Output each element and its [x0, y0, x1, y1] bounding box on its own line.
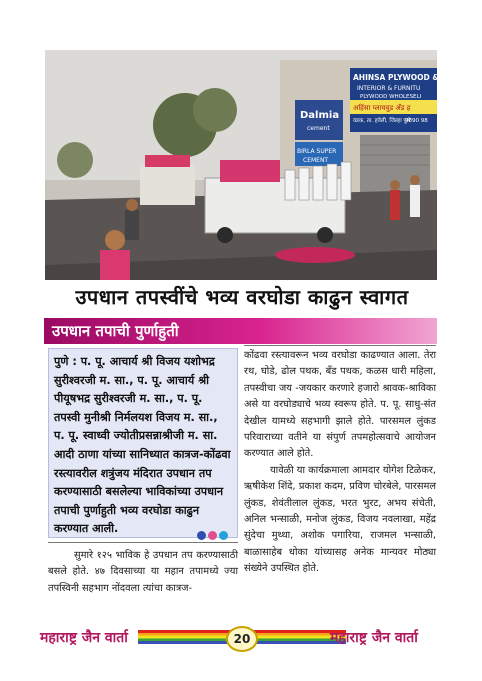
birla-sign: BIRLA SUPER — [297, 148, 337, 155]
dot-icon — [208, 531, 217, 540]
right-column-body — [244, 345, 436, 578]
shop-sign-main: AHINSA PLYWOOD & HARD — [353, 73, 466, 82]
dot-icon — [219, 531, 228, 540]
divider — [244, 345, 436, 346]
procession-photo-illustration — [45, 50, 466, 280]
right-body-paragraph-1: कोंढवा रस्त्यावरून भव्य वरघोडा काढण्यात आला. तेरा रथ, घोडे, ढोल पथक, बँड पथक, कळस धारी महिला, तपस्वीचा जय -जयकार करणारे हजारो श्रावक-श्राविका असे या वरघोड्याचे भव्य स्वरूप होते. प. पू. साधु-संत देखील यामध्ये सहभागी झाले होते. पारसमल लुंकड परिवाराच्या वतीने या संपुर्ण तपमहोत्सवाचे आयोजन करण्यात आले होते. — [244, 350, 436, 460]
shop-sign-address: वडक, ता. हवेली, जिल्हा पुणे — [353, 118, 411, 124]
section-banner — [44, 318, 437, 344]
right-body-paragraph-2: यावेळी या कार्यक्रमाला आमदार योगेश टिळेकर, ऋषीकेश शिंदे, प्रकाश कदम, प्रविण चोरबेले, पारसमल लुंकड, शेवंतीलाल लुंकड, भरत भुरट, अभय संचेती, अनिल भन्साळी, मनोज लुंकड, विजय नवलाखा, महेंद्र सुंदेचा मुथ्था, अशोक पगारिया, राजमल भन्साळी, बाळासाहेब धोका यांच्यासह अनेक मान्यवर मोठ्या संख्येने उपस्थित होते. — [244, 464, 436, 575]
dalmia-sign: Dalmia — [300, 110, 340, 121]
headline: उपधान तपस्वींचे भव्य वरघोडा काढुन स्वागत — [75, 285, 409, 309]
page-footer — [0, 626, 482, 650]
news-photo — [45, 50, 466, 280]
left-column-body — [48, 548, 238, 597]
left-body-text: सुमारे १२५ भाविक हे उपधान तप करण्यासाठी बसले होते. ४७ दिवसाच्या या महान तपामध्ये ज्या तपस्विनी सहभाग नोंदवला त्यांचा कात्रज- — [48, 550, 238, 594]
dot-icon — [197, 531, 206, 540]
shop-sign-phone: 9890 98 — [405, 118, 428, 124]
shop-sign-sub: INTERIOR & FURNITU — [357, 85, 421, 92]
birla-sub: CEMENT — [303, 157, 329, 164]
divider — [48, 542, 238, 543]
section-title: उपधान तपाची पुर्णाहुती — [52, 322, 179, 340]
shop-sign-marathi: अहिंसा प्लायवुड अँड ह — [353, 104, 411, 112]
footer-brand-right: महाराष्ट्र जैन वार्ता — [330, 630, 418, 646]
shop-sign-sub2: PLYWOOD WHOLESELI — [360, 94, 422, 100]
footer-brand-left: महाराष्ट्र जैन वार्ता — [40, 630, 128, 646]
dalmia-sub: cement — [307, 125, 330, 132]
lead-paragraph: पुणे : प. पू. आचार्य श्री विजय यशोभद्र सुरीश्वरजी म. सा., प. पू. आचार्य श्री पीयूषभद्र सुरीश्वरजी म. सा., प. पू. तपस्वी मुनीश्री निर्मलयश विजय म. सा., प. पू. स्वाध्वी ज्योतीप्रसन्नाश्रीजी म. सा. आदी ठाणा यांच्या सानिध्यात कात्रज-कोंढवा रस्त्यावरील शत्रुंजय मंदिरात उपधान तप करण्यासाठी बसलेल्या भाविकांच्या उपधान तपाची पुर्णाहुती भव्य वरघोडा काढुन करण्यात आली. — [48, 348, 238, 538]
page-number: 20 — [226, 626, 258, 652]
